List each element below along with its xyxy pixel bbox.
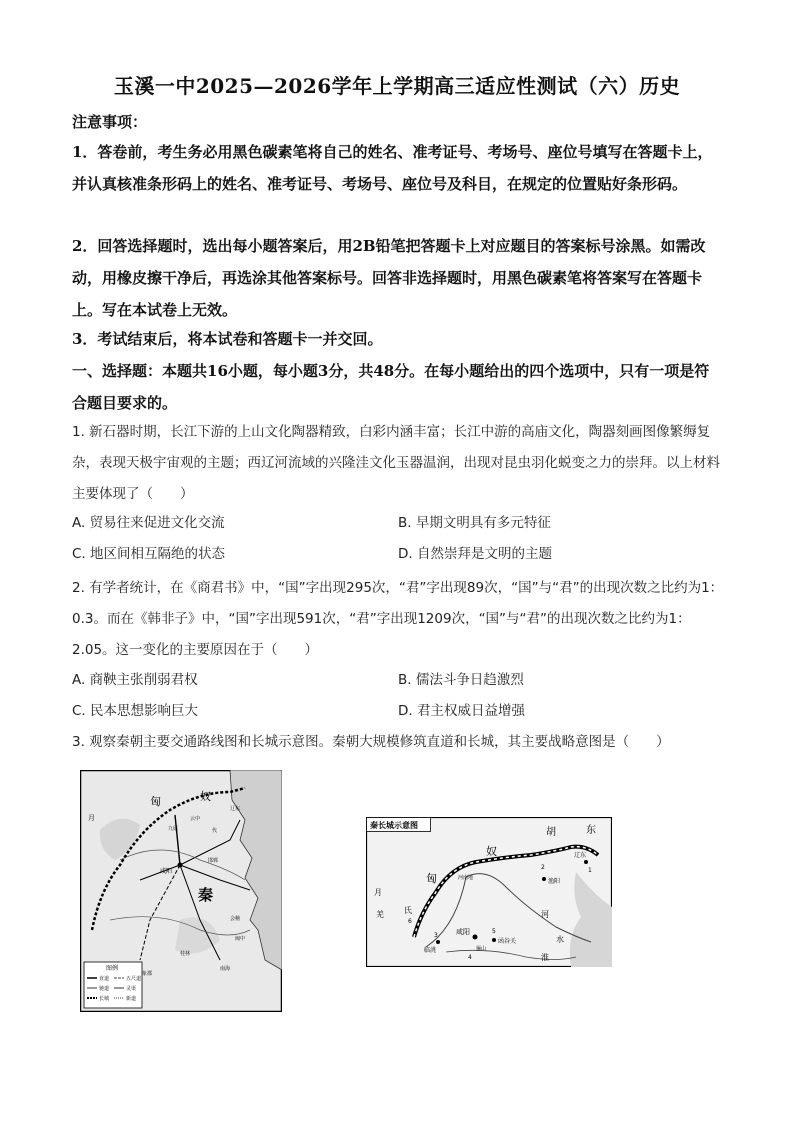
qin-transport-map (80, 770, 282, 1012)
map1-label: 九原 (168, 826, 179, 832)
q1-option-b[interactable]: B. 早期文明具有多元特征 (398, 515, 551, 531)
map1-label: 奴 (200, 790, 211, 803)
map2-number: 6 (408, 918, 412, 925)
map2-label: 咸阳 (456, 928, 470, 936)
map2-label: 匈 (426, 872, 437, 885)
legend-item: 灵渠 (126, 986, 137, 992)
legend-title: 图例 (106, 965, 119, 972)
map2-label: 奴 (486, 845, 497, 858)
legend-item: 长城 (99, 996, 110, 1002)
section-heading: 一、选择题：本题共16小题，每小题3分，共48分。在每小题给出的四个选项中，只有一项是符合题目要求的。 (72, 362, 710, 412)
q2-option-a[interactable]: A. 商鞅主张削弱君权 (72, 672, 198, 688)
map2-label: 辽东 (574, 852, 587, 859)
notice-item-2: 2．回答选择题时，选出每小题答案后，用2B铅笔把答题卡上对应题目的答案标号涂黑。如需改动，用橡皮擦干净后，再选涂其他答案标号。回答非选择题时，用黑色碳素笔将答案写在答题卡上。写在本试卷上无效。 (72, 237, 706, 319)
question-1-stem: 1. 新石器时期，长江下游的上山文化陶器精致，白彩内涵丰富；长江中游的高庙文化，陶器刻画图像繁缛复杂，表现天极宇宙观的主题；西辽河流域的兴隆洼文化玉器温润，出现对昆虫羽化蜕变之力的崇拜。以上材料主要体现了（ ） (72, 424, 720, 502)
map1-label: 代 (212, 828, 218, 834)
notice-item-3: 3．考试结束后，将本试卷和答题卡一并交回。 (72, 330, 383, 348)
legend-item: 新道 (126, 996, 137, 1002)
map1-label: 会稽 (230, 916, 241, 922)
map1-label: 南海 (220, 966, 231, 972)
map2-title: 秦长城示意图 (370, 821, 418, 830)
map2-label: 氏 (404, 906, 412, 915)
map2-number: 3 (434, 932, 438, 939)
q2-option-b[interactable]: B. 儒法斗争日趋激烈 (398, 672, 524, 688)
q2-option-d[interactable]: D. 君主权威日益增强 (398, 703, 525, 719)
map2-label: 河南地 (458, 875, 474, 881)
map2-label: 羌 (376, 910, 384, 919)
map1-label: 象郡 (142, 971, 153, 977)
legend-item: 五尺道 (126, 976, 142, 982)
legend-item: 直道 (99, 976, 110, 982)
q1-option-d[interactable]: D. 自然崇拜是文明的主题 (398, 546, 552, 562)
map2-label: 胡 (546, 827, 556, 838)
map1-label: 桂林 (180, 951, 191, 957)
map2-label: 骊山 (476, 946, 487, 952)
map1-legend (84, 962, 142, 1008)
map1-label: 匈 (150, 795, 161, 808)
map2-label: 东 (586, 825, 596, 836)
exam-title: 玉溪一中2025—2026学年上学期高三适应性测试（六）历史 (113, 74, 681, 98)
notice-heading: 注意事项： (72, 113, 148, 131)
map1-label: 秦 (198, 886, 214, 904)
notice-item-1: 1．答卷前，考生务必用黑色碳素笔将自己的姓名、准考证号、考场号、座位号填写在答题卡上，并认真核准条形码上的姓名、准考证号、考场号、座位号及科目，在规定的位置贴好条形码。 (72, 143, 713, 193)
map1-label: 咸阳 (160, 868, 173, 875)
qin-great-wall-map (366, 817, 612, 967)
map2-number: 1 (588, 867, 592, 874)
q1-option-c[interactable]: C. 地区间相互隔绝的状态 (72, 546, 226, 562)
map1-label: 闽中 (235, 936, 246, 942)
map1-label: 邯郸 (208, 858, 219, 864)
map1-label: 月 (88, 814, 95, 822)
map2-number: 2 (541, 864, 545, 871)
map2-label: 函谷关 (498, 938, 517, 945)
question-3-stem: 3. 观察秦朝主要交通路线图和长城示意图。秦朝大规模修筑直道和长城，其主要战略意图是（ ） (72, 734, 670, 750)
map2-label: 水 (556, 935, 564, 944)
map1-label: 云中 (190, 816, 201, 822)
question-2-stem: 2. 有学者统计，在《商君书》中，“国”字出现295次，“君”字出现89次，“国”与“君”的出现次数之比约为1：0.3。而在《韩非子》中，“国”字出现591次，“君”字出现1209次，“国”与“君”的出现次数之比约为1：2.05。这一变化的主要原因在于（ ） (72, 580, 724, 658)
q2-option-c[interactable]: C. 民本思想影响巨大 (72, 703, 199, 719)
map2-label: 渔阳 (548, 878, 561, 885)
map1-label: 辽东 (230, 806, 241, 812)
map2-number: 5 (492, 928, 496, 935)
map2-label: 临洮 (424, 947, 437, 954)
legend-item: 驰道 (99, 986, 110, 992)
map2-label: 河 (541, 910, 549, 919)
q1-option-a[interactable]: A. 贸易往来促进文化交流 (72, 515, 225, 531)
map2-label: 淮 (541, 953, 549, 962)
map2-label: 月 (374, 888, 382, 897)
map2-number: 4 (468, 954, 472, 961)
